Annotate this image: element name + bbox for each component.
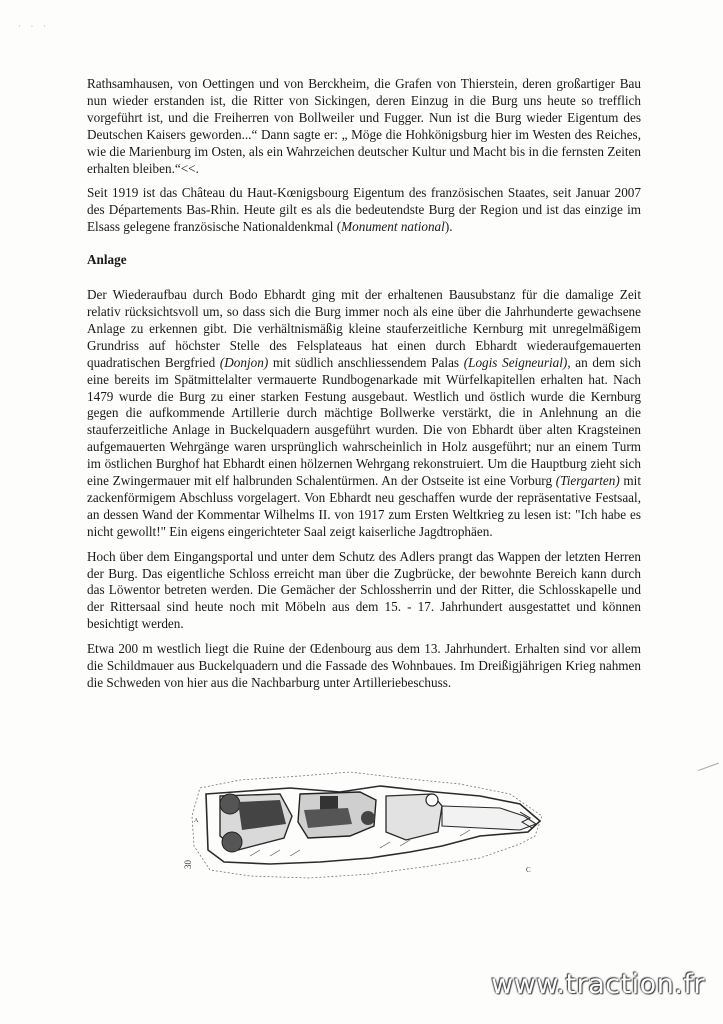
donjon-term: (Donjon)	[219, 354, 269, 370]
paragraph-entrance: Hoch über dem Eingangsportal und unter dem Schutz des Adlers prangt das Wappen der letzten Herren der Burg. Das eigentliche Schloss erreicht man über die Zugbrücke, der bewohnte Bereich kann durch das Löwentor betreten werden. Die Gemächer der Schlossherrin und der Ritter, die Schlosskapelle und der Rittersaal sind heute noch mit Möbeln aus dem 15. - 17. Jahrhundert ausgestattet und können besichtigt werden.	[87, 548, 641, 632]
plan-east-tower	[426, 794, 438, 806]
monument-national-term: Monument national	[341, 219, 445, 235]
plan-label-c: C	[526, 866, 531, 874]
paragraph-ownership	[87, 185, 641, 236]
paragraph-anlage-description	[87, 287, 641, 541]
plan-vorburg	[442, 806, 536, 830]
section-heading-anlage: Anlage	[87, 252, 127, 268]
paragraph-ownership-end: ).	[444, 219, 453, 235]
anlage-text-a: Der Wiederaufbau durch Bodo Ebhardt ging mit der erhaltenen Bausubstanz für die damalige Zeit relativ rücksichtsvoll um, so dass sich die Burg immer noch als eine über die Jahrhunderte gewachsene Anlage zu erkennen gibt. Die verhältnismäßig kleine stauferzeitliche Kernburg mit unregelmäßigem Grundriss auf höchster Stelle des Felsplateaus hat einen durch Ebhardt wiederaufgemauerten quadratischen Bergfried	[87, 287, 641, 370]
tiergarten-term: (Tiergarten)	[555, 473, 620, 489]
plan-west-tower-north	[220, 794, 240, 814]
anlage-text-d: mit zackenförmigem Abschluss vorgelagert. Von Ebhardt neu geschaffen wurde der repräsentative Festsaal, an dessen Wand der Kommentar Wilhelms II. von 1917 zum Ersten Weltkrieg zu lesen ist: "Ich habe es nicht gewollt!" Ein eigens eingerichteter Saal zeigt kaiserliche Jagdtrophäen.	[87, 473, 641, 539]
anlage-text-b: mit südlich anschliessendem Palas	[268, 354, 464, 370]
scan-edge-mark	[698, 763, 722, 779]
paragraph-intro-quote: Rathsamhausen, von Oettingen und von Berckheim, die Grafen von Thierstein, deren großartiger Bau nun wieder erstanden ist, die Ritter von Sickingen, deren Einzug in die Burg uns heute so trefflich vorgeführt ist, und die Freiherren von Bollweiler und Fugger. Nun ist die Burg wieder Eigentum des Deutschen Kaisers geworden...“ Dann sagte er: „ Möge die Hohkönigsburg hier im Westen des Reiches, wie die Marienburg im Osten, als ein Wahrzeichen deutscher Kultur und Macht bis in die fernsten Zeiten erhalten bleiben.“<<.	[87, 76, 641, 176]
watermark-url: www.traction.fr	[491, 969, 705, 1000]
plan-label-a: A	[194, 818, 199, 824]
paragraph-ownership-text: Seit 1919 ist das Château du Haut-Kœnigsbourg Eigentum des französischen Staates, seit Januar 2007 des Départements Bas-Rhin. Heute gilt es als die bedeutendste Burg der Region und ist das einzige im Elsass gelegene französische Nationaldenkmal (	[87, 185, 641, 235]
paragraph-oedenbourg: Etwa 200 m westlich liegt die Ruine der Œdenbourg aus dem 13. Jahrhundert. Erhalten sind vor allem die Schildmauer aus Buckelquadern und die Fassade des Wohnbaues. Im Dreißigjährigen Krieg nahmen die Schweden von hier aus die Nachbarburg unter Artilleriebeschuss.	[87, 641, 641, 690]
scan-corner-mark: · · ·	[18, 22, 50, 31]
plan-west-tower-south	[222, 832, 242, 852]
plan-core-tower	[361, 811, 375, 825]
castle-floor-plan	[180, 766, 550, 886]
plan-label-number: 30	[183, 860, 193, 869]
article-body	[87, 76, 641, 700]
logis-term: (Logis Seigneurial)	[463, 354, 568, 370]
anlage-text-c: , an dem sich eine bereits im Spätmittelalter vermauerte Rundbogenarkade mit Würfelkapitellen erhalten hat. Nach 1479 wurde die Burg zu einer starken Festung ausgebaut. Westlich und östlich wurde die Kernburg gegen die aufkommende Artillerie durch mächtige Bollwerke verstärkt, die in Anlehnung an die stauferzeitliche Anlage in Buckelquadern ausgeführt wurden. Die von Ebhardt über alten Kragsteinen aufgemauerten Wehrgänge waren ursprünglich wahrscheinlich in Holz ausgeführt; nur an einem Turm im östlichen Burghof hat Ebhardt einen hölzernen Wehrgang rekonstruiert. Um die Hauptburg zieht sich eine Zwingermauer mit elf halbrunden Schalentürmen. An der Ostseite ist eine Vorburg	[87, 354, 642, 489]
